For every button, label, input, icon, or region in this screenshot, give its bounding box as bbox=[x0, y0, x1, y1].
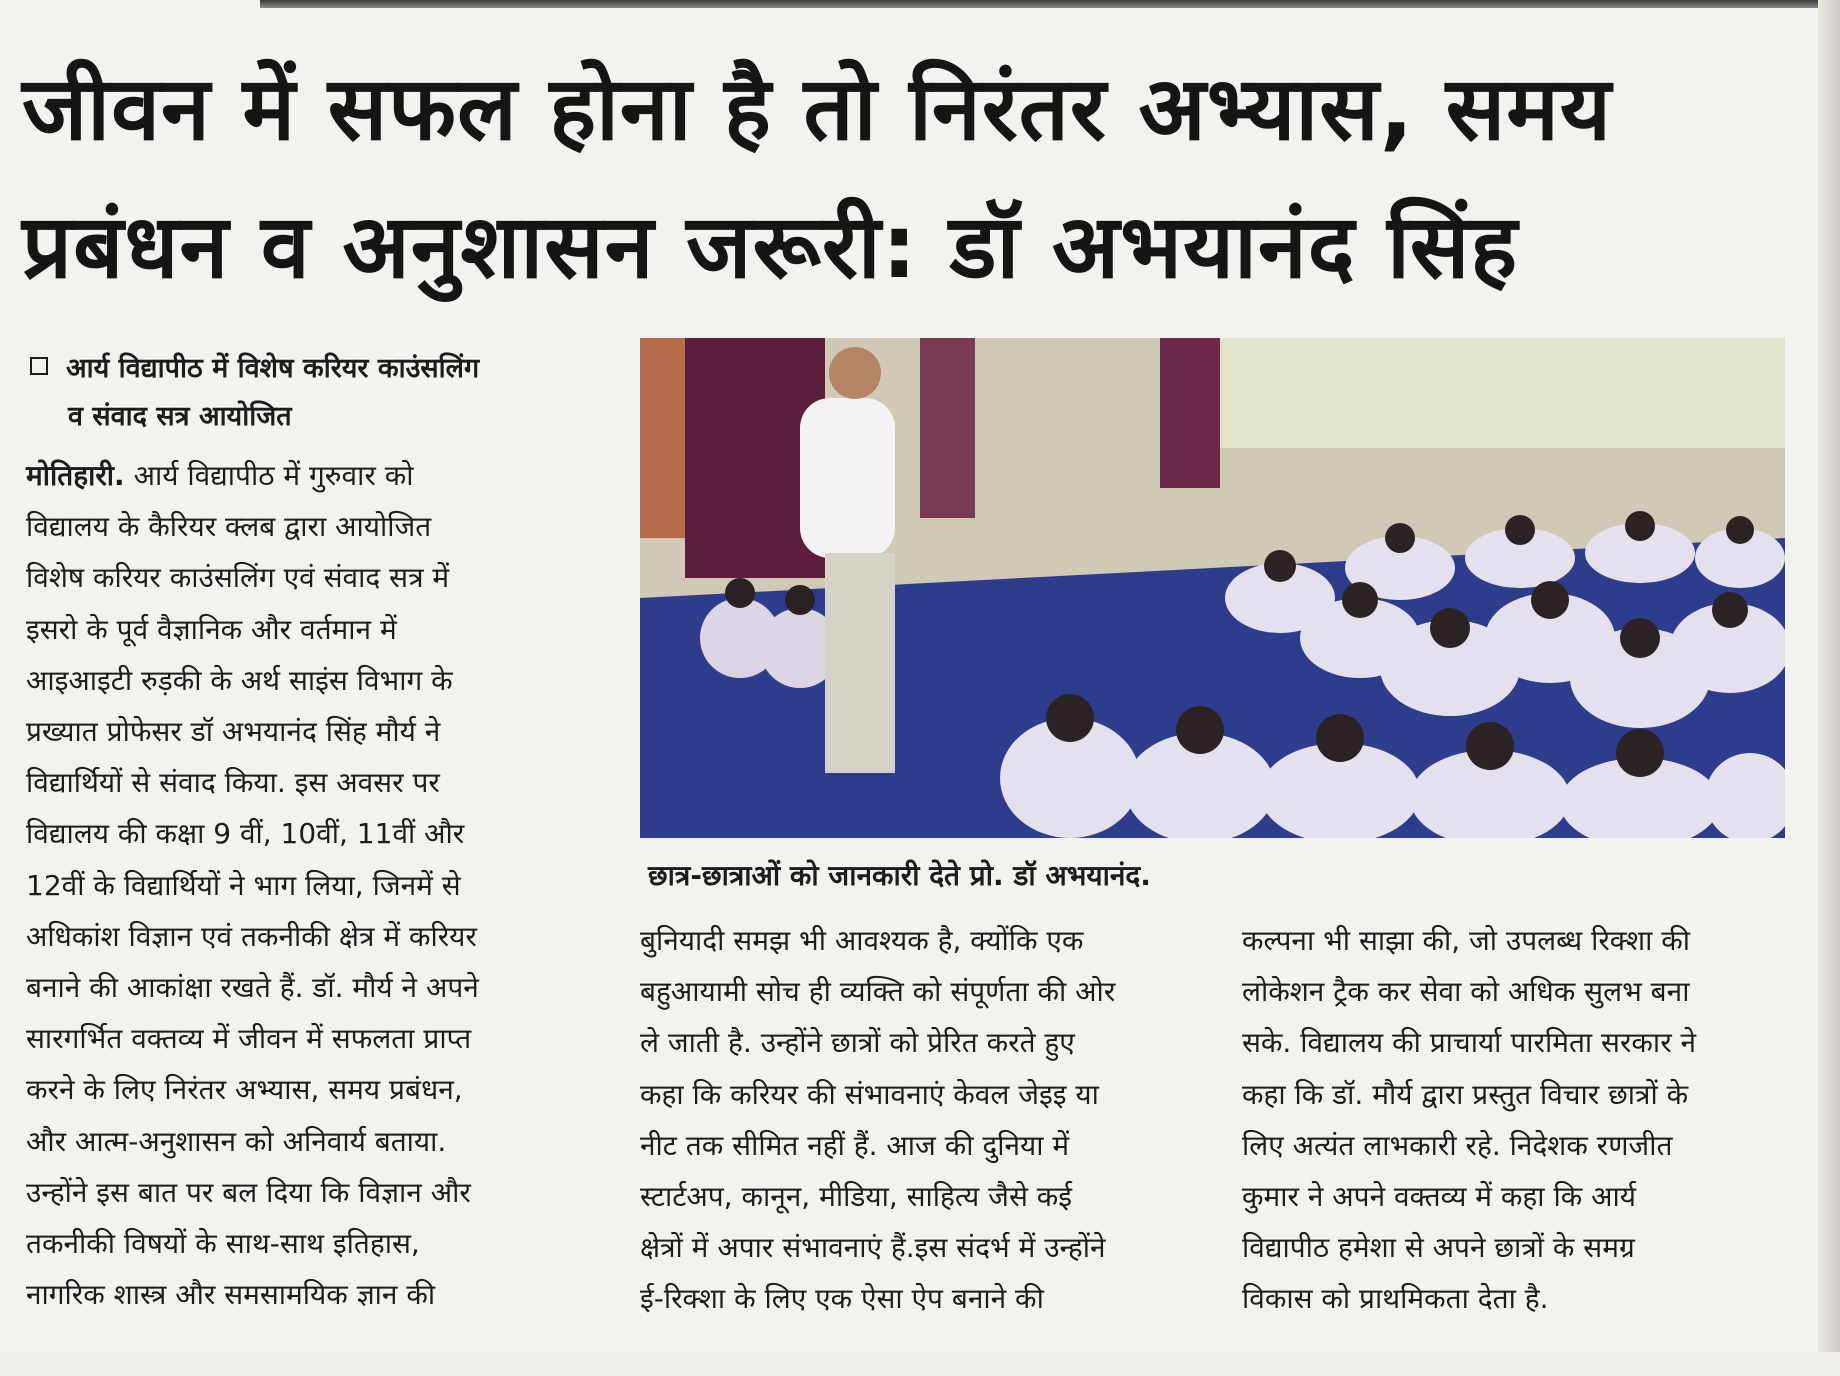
body-line: करने के लिए निरंतर अभ्यास, समय प्रबंधन, bbox=[26, 1073, 463, 1107]
sub-deck-line-1: आर्य विद्यापीठ में विशेष करियर काउंसलिंग bbox=[66, 353, 480, 384]
headline-line-2: प्रबंधन व अनुशासन जरूरी: डॉ अभयानंद सिंह bbox=[22, 195, 1519, 298]
body-line: और आत्म-अनुशासन को अनिवार्य बताया. bbox=[26, 1124, 447, 1158]
body-line: लोकेशन ट्रैक कर सेवा को अधिक सुलभ बना bbox=[1242, 975, 1690, 1009]
body-line: तकनीकी विषयों के साथ-साथ इतिहास, bbox=[26, 1227, 420, 1261]
classroom-photo-illustration bbox=[640, 338, 1785, 838]
body-line: सारगर्भित वक्तव्य में जीवन में सफलता प्राप्त bbox=[26, 1022, 472, 1056]
body-line: बहुआयामी सोच ही व्यक्ति को संपूर्णता की ओर bbox=[640, 975, 1116, 1009]
body-line: विशेष करियर काउंसलिंग एवं संवाद सत्र में bbox=[26, 561, 450, 595]
article-column-2 bbox=[640, 915, 1200, 1325]
body-line: क्षेत्रों में अपार संभावनाएं हैं.इस संदर्भ में उन्होंने bbox=[640, 1231, 1106, 1265]
body-line: नागरिक शास्त्र और समसामयिक ज्ञान की bbox=[26, 1278, 436, 1312]
body-line: अधिकांश विज्ञान एवं तकनीकी क्षेत्र में करियर bbox=[26, 919, 477, 953]
page-edge bbox=[1818, 0, 1840, 1376]
body-line: ई-रिक्शा के लिए एक ऐसा ऐप बनाने की bbox=[640, 1282, 1044, 1316]
dateline: मोतिहारी. bbox=[26, 459, 125, 492]
body-line: बनाने की आकांक्षा रखते हैं. डॉ. मौर्य ने अपने bbox=[26, 971, 479, 1005]
photo-curtain-mid bbox=[920, 338, 975, 518]
body-line: विकास को प्राथमिकता देता है. bbox=[1242, 1282, 1549, 1316]
body-line: प्रख्यात प्रोफेसर डॉ अभयानंद सिंह मौर्य ने bbox=[26, 715, 441, 749]
body-line: सके. विद्यालय की प्राचार्या पारमिता सरकार ने bbox=[1242, 1026, 1697, 1060]
body-line: कल्पना भी साझा की, जो उपलब्ध रिक्शा की bbox=[1242, 924, 1691, 957]
body-line: स्टार्टअप, कानून, मीडिया, साहित्य जैसे कई bbox=[640, 1180, 1073, 1214]
page-bottom-edge bbox=[0, 1352, 1840, 1376]
body-line: विद्यार्थियों से संवाद किया. इस अवसर पर bbox=[26, 766, 440, 800]
body-line: उन्होंने इस बात पर बल दिया कि विज्ञान और bbox=[26, 1175, 471, 1209]
photo-curtain-right bbox=[1160, 338, 1220, 488]
body-line: इसरो के पूर्व वैज्ञानिक और वर्तमान में bbox=[26, 612, 397, 646]
top-rule bbox=[260, 0, 1840, 8]
photo-window-light bbox=[1220, 338, 1785, 448]
body-line: विद्यालय की कक्षा 9 वीं, 10वीं, 11वीं और bbox=[26, 817, 465, 851]
photo-window-frame bbox=[640, 338, 685, 538]
bullet-box-icon bbox=[30, 357, 48, 375]
sub-deck-line-2: व संवाद सत्र आयोजित bbox=[68, 401, 292, 432]
article-column-1 bbox=[26, 450, 596, 1320]
body-line: विद्यालय के कैरियर क्लब द्वारा आयोजित bbox=[26, 510, 432, 544]
body-line: ले जाती है. उन्होंने छात्रों को प्रेरित करते हुए bbox=[640, 1026, 1075, 1060]
body-line: कहा कि करियर की संभावनाएं केवल जेइइ या bbox=[640, 1077, 1099, 1111]
body-line: कहा कि डॉ. मौर्य द्वारा प्रस्तुत विचार छात्रों के bbox=[1242, 1077, 1689, 1111]
headline-line-1: जीवन में सफल होना है तो निरंतर अभ्यास, समय bbox=[22, 57, 1612, 160]
article-column-3 bbox=[1242, 915, 1792, 1325]
body-line: आइआइटी रुड़की के अर्थ साइंस विभाग के bbox=[26, 663, 453, 697]
headline bbox=[22, 40, 1812, 316]
body-line: विद्यापीठ हमेशा से अपने छात्रों के समग्र bbox=[1242, 1231, 1635, 1265]
photo-caption: छात्र-छात्राओं को जानकारी देते प्रो. डॉ अभयानंद. bbox=[648, 859, 1151, 892]
body-line: लिए अत्यंत लाभकारी रहे. निदेशक रणजीत bbox=[1242, 1128, 1673, 1162]
body-line: कुमार ने अपने वक्तव्य में कहा कि आर्य bbox=[1242, 1180, 1636, 1214]
body-line-text: आर्य विद्यापीठ में गुरुवार को bbox=[124, 459, 414, 492]
body-line bbox=[26, 450, 596, 501]
sub-deck bbox=[30, 345, 600, 441]
body-line: 12वीं के विद्यार्थियों ने भाग लिया, जिनमें से bbox=[26, 868, 461, 902]
news-photo bbox=[640, 338, 1785, 838]
body-line: बुनियादी समझ भी आवश्यक है, क्योंकि एक bbox=[640, 924, 1084, 957]
body-line: नीट तक सीमित नहीं हैं. आज की दुनिया में bbox=[640, 1128, 1070, 1162]
